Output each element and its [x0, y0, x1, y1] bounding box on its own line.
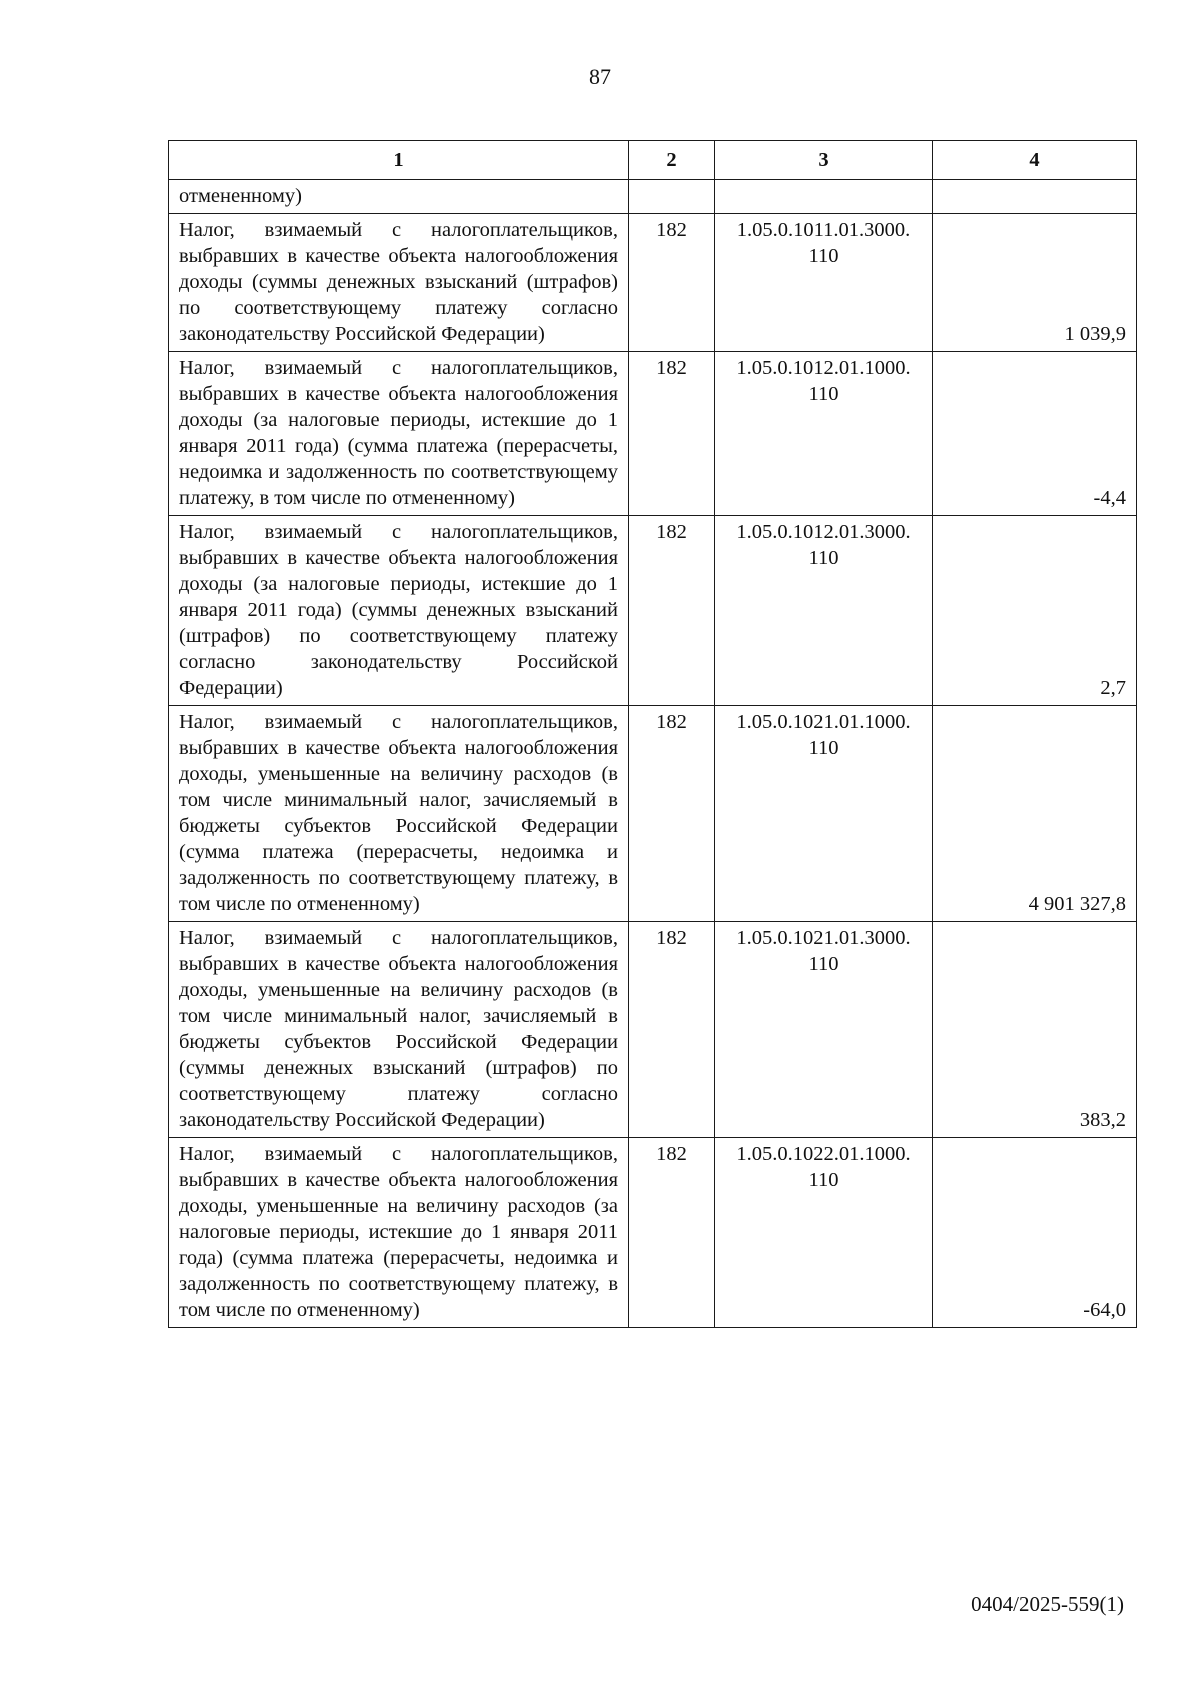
- budget-code-line2: 110: [808, 383, 839, 405]
- amount: -64,0: [933, 1138, 1137, 1328]
- budget-code-line1: 1.05.0.1022.01.1000.: [736, 1143, 911, 1165]
- budget-code-line2: 110: [808, 953, 839, 975]
- amount: -4,4: [933, 352, 1137, 516]
- admin-code: 182: [629, 352, 715, 516]
- budget-code-line1: 1.05.0.1021.01.3000.: [736, 927, 911, 949]
- income-name: Налог, взимаемый с налогоплательщиков, выбравших в качестве объекта налогообложения доходы (за налоговые периоды, истекшие до 1 января 2011 года) (сумма платежа (перерасчеты, недоимка и задолженность по соответствующему платежу, в том числе по отмененному): [169, 352, 629, 516]
- table-header-row: [169, 141, 1137, 180]
- amount: 1 039,9: [933, 214, 1137, 352]
- table-row: [169, 922, 1137, 1138]
- column-header-2: 2: [629, 141, 715, 180]
- amount: 2,7: [933, 516, 1137, 706]
- budget-code-line2: 110: [808, 245, 839, 267]
- table-row: [169, 180, 1137, 214]
- budget-code: [715, 922, 933, 1138]
- budget-code: [715, 706, 933, 922]
- amount: [933, 180, 1137, 214]
- admin-code: 182: [629, 922, 715, 1138]
- amount: 383,2: [933, 922, 1137, 1138]
- table-row: [169, 1138, 1137, 1328]
- budget-code-line2: 110: [808, 547, 839, 569]
- table-row: [169, 214, 1137, 352]
- admin-code: 182: [629, 1138, 715, 1328]
- admin-code: [629, 180, 715, 214]
- admin-code: 182: [629, 706, 715, 922]
- income-name: Налог, взимаемый с налогоплательщиков, выбравших в качестве объекта налогообложения доходы (за налоговые периоды, истекшие до 1 января 2011 года) (суммы денежных взысканий (штрафов) по соответствующему платежу согласно законодательству Российской Федерации): [169, 516, 629, 706]
- income-name: Налог, взимаемый с налогоплательщиков, выбравших в качестве объекта налогообложения доходы (суммы денежных взысканий (штрафов) по соответствующему платежу согласно законодательству Российской Федерации): [169, 214, 629, 352]
- budget-code-line2: 110: [808, 737, 839, 759]
- column-header-4: 4: [933, 141, 1137, 180]
- admin-code: 182: [629, 214, 715, 352]
- income-name: отмененному): [169, 180, 629, 214]
- revenue-table: [168, 140, 1137, 1328]
- budget-code-line1: 1.05.0.1021.01.1000.: [736, 711, 911, 733]
- budget-code-line2: 110: [808, 1169, 839, 1191]
- income-name: Налог, взимаемый с налогоплательщиков, выбравших в качестве объекта налогообложения доходы, уменьшенные на величину расходов (в том числе минимальный налог, зачисляемый в бюджеты субъектов Российской Федерации (суммы денежных взысканий (штрафов) по соответствующему платежу согласно законодательству Российской Федерации): [169, 922, 629, 1138]
- admin-code: 182: [629, 516, 715, 706]
- table-row: [169, 706, 1137, 922]
- budget-code: [715, 1138, 933, 1328]
- income-name: Налог, взимаемый с налогоплательщиков, выбравших в качестве объекта налогообложения доходы, уменьшенные на величину расходов (за налоговые периоды, истекшие до 1 января 2011 года) (сумма платежа (перерасчеты, недоимка и задолженность по соответствующему платежу, в том числе по отмененному): [169, 1138, 629, 1328]
- budget-code: [715, 516, 933, 706]
- column-header-1: 1: [169, 141, 629, 180]
- amount: 4 901 327,8: [933, 706, 1137, 922]
- budget-code: [715, 352, 933, 516]
- budget-code: [715, 214, 933, 352]
- budget-code-line1: 1.05.0.1012.01.3000.: [736, 521, 911, 543]
- table-row: [169, 352, 1137, 516]
- document-id: 0404/2025-559(1): [971, 1592, 1124, 1616]
- budget-code-line1: 1.05.0.1012.01.1000.: [736, 357, 911, 379]
- budget-code: [715, 180, 933, 214]
- page-number: 87: [589, 64, 611, 89]
- column-header-3: 3: [715, 141, 933, 180]
- table-row: [169, 516, 1137, 706]
- budget-code-line1: 1.05.0.1011.01.3000.: [736, 219, 911, 241]
- income-name: Налог, взимаемый с налогоплательщиков, выбравших в качестве объекта налогообложения доходы, уменьшенные на величину расходов (в том числе минимальный налог, зачисляемый в бюджеты субъектов Российской Федерации (сумма платежа (перерасчеты, недоимка и задолженность по соответствующему платежу, в том числе по отмененному): [169, 706, 629, 922]
